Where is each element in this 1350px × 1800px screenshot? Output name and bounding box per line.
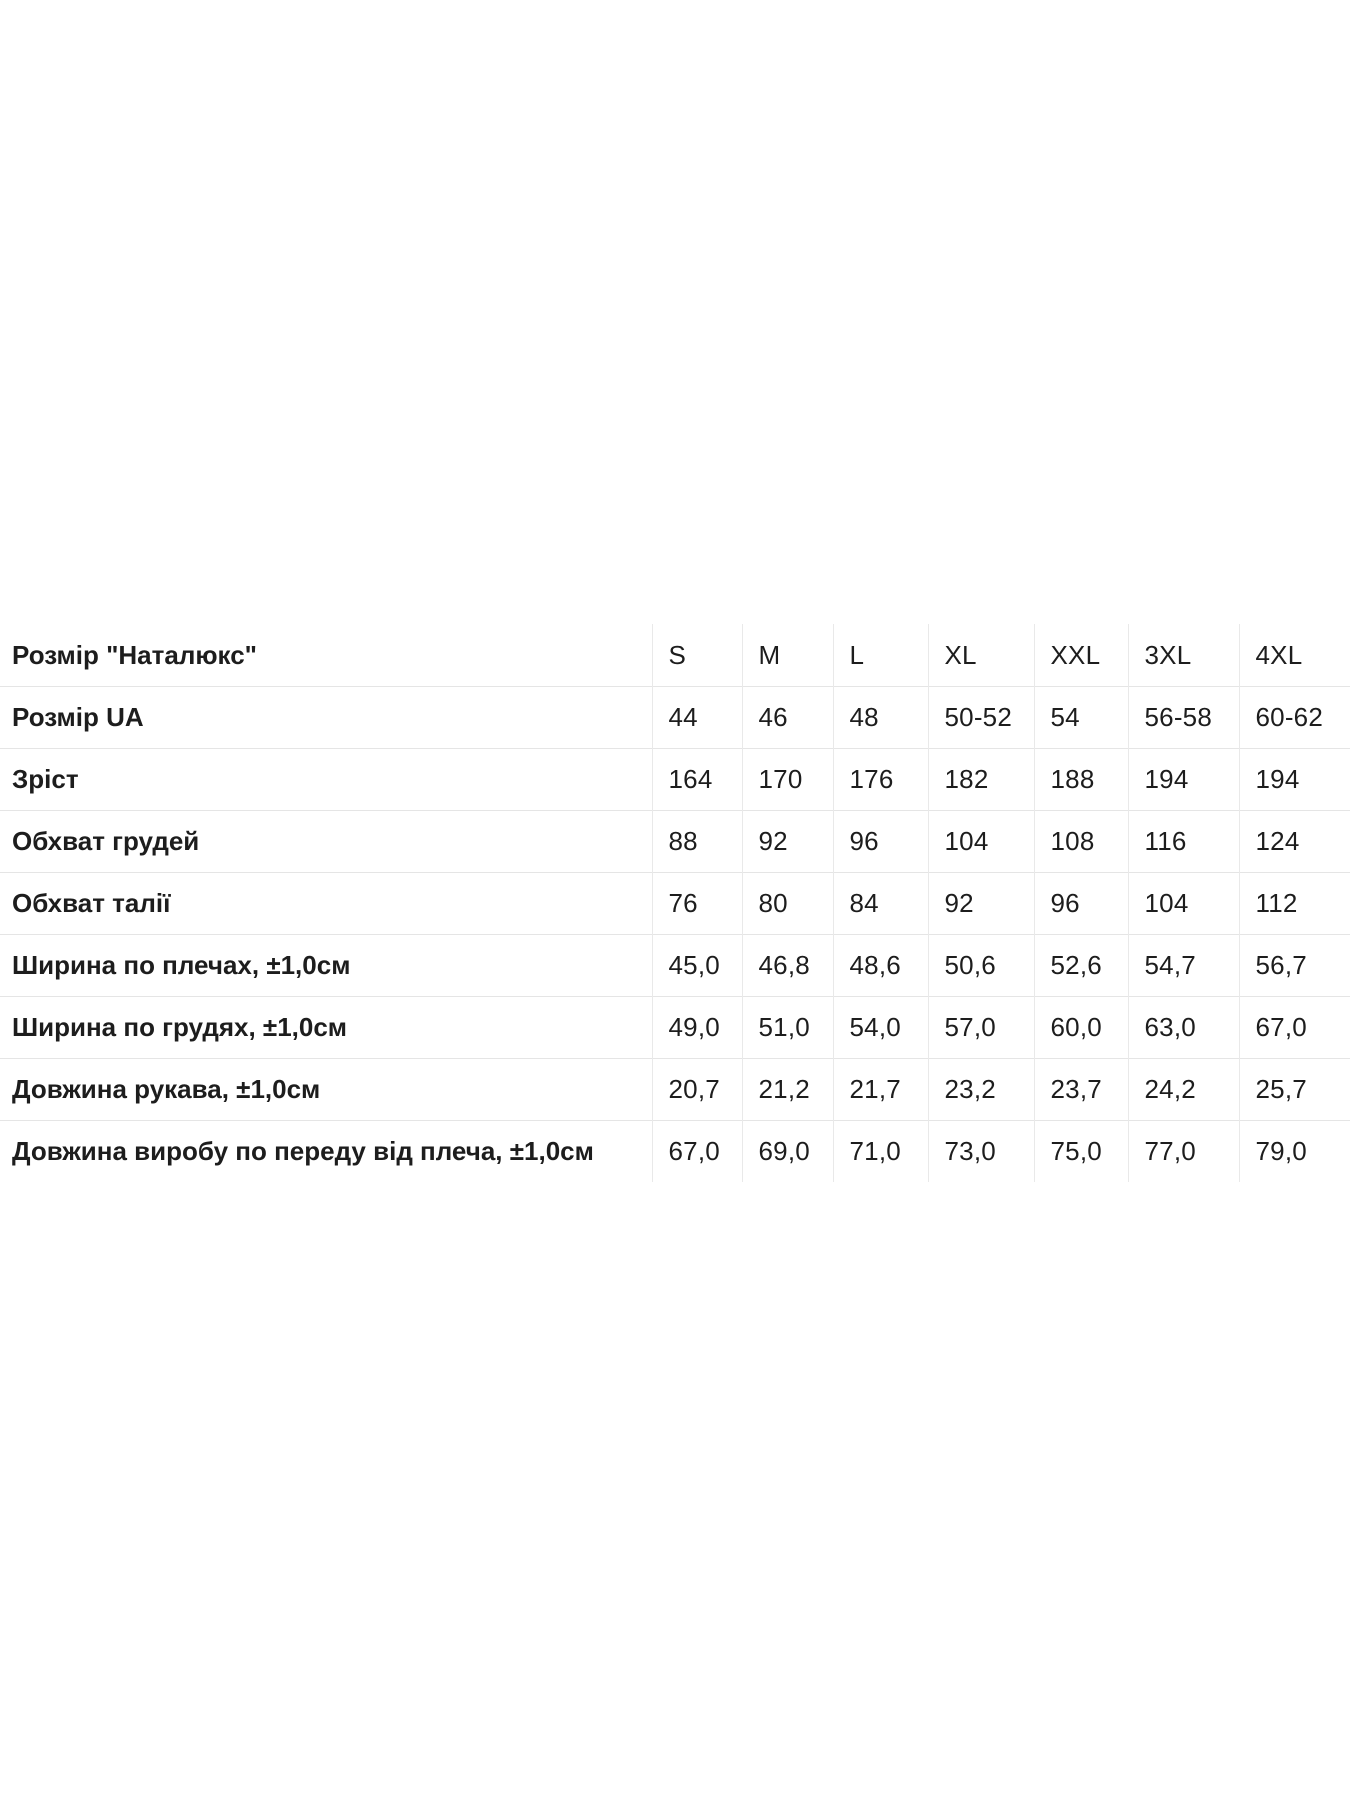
value-cell: 182 [928, 749, 1034, 811]
value-cell: 49,0 [652, 997, 742, 1059]
size-chart-section [0, 624, 1350, 1182]
size-table-body [0, 624, 1350, 1182]
value-cell: 60-62 [1239, 687, 1350, 749]
row-label: Довжина рукава, ±1,0см [0, 1059, 652, 1121]
value-cell: 54,7 [1128, 935, 1239, 997]
value-cell: 21,2 [742, 1059, 833, 1121]
table-row [0, 935, 1350, 997]
table-row [0, 811, 1350, 873]
value-cell: 63,0 [1128, 997, 1239, 1059]
value-cell: 116 [1128, 811, 1239, 873]
value-cell: 77,0 [1128, 1121, 1239, 1183]
row-label: Обхват грудей [0, 811, 652, 873]
value-cell: 23,2 [928, 1059, 1034, 1121]
value-cell: 67,0 [652, 1121, 742, 1183]
value-cell: 21,7 [833, 1059, 928, 1121]
value-cell: 73,0 [928, 1121, 1034, 1183]
value-cell: 170 [742, 749, 833, 811]
value-cell: 20,7 [652, 1059, 742, 1121]
value-cell: 112 [1239, 873, 1350, 935]
value-cell: 88 [652, 811, 742, 873]
value-cell: 54 [1034, 687, 1128, 749]
value-cell: 48,6 [833, 935, 928, 997]
value-cell: 188 [1034, 749, 1128, 811]
value-cell: 124 [1239, 811, 1350, 873]
value-cell: 67,0 [1239, 997, 1350, 1059]
value-cell: 194 [1128, 749, 1239, 811]
row-label: Зріст [0, 749, 652, 811]
value-cell: 50,6 [928, 935, 1034, 997]
table-row [0, 749, 1350, 811]
value-cell: 50-52 [928, 687, 1034, 749]
value-cell: 194 [1239, 749, 1350, 811]
value-cell: 56-58 [1128, 687, 1239, 749]
row-label: Довжина виробу по переду від плеча, ±1,0см [0, 1121, 652, 1183]
value-cell: 24,2 [1128, 1059, 1239, 1121]
value-cell: 48 [833, 687, 928, 749]
value-cell: 25,7 [1239, 1059, 1350, 1121]
value-cell: 23,7 [1034, 1059, 1128, 1121]
value-cell: 176 [833, 749, 928, 811]
size-header-cell: M [742, 624, 833, 687]
value-cell: 45,0 [652, 935, 742, 997]
value-cell: 96 [1034, 873, 1128, 935]
value-cell: 84 [833, 873, 928, 935]
value-cell: 46 [742, 687, 833, 749]
size-header-cell: L [833, 624, 928, 687]
value-cell: 92 [742, 811, 833, 873]
value-cell: 52,6 [1034, 935, 1128, 997]
value-cell: 104 [928, 811, 1034, 873]
value-cell: 96 [833, 811, 928, 873]
row-label: Розмір UA [0, 687, 652, 749]
value-cell: 79,0 [1239, 1121, 1350, 1183]
row-label: Ширина по грудях, ±1,0см [0, 997, 652, 1059]
size-header-cell: S [652, 624, 742, 687]
value-cell: 80 [742, 873, 833, 935]
value-cell: 69,0 [742, 1121, 833, 1183]
row-label: Обхват талії [0, 873, 652, 935]
table-row [0, 1121, 1350, 1183]
value-cell: 44 [652, 687, 742, 749]
value-cell: 104 [1128, 873, 1239, 935]
value-cell: 46,8 [742, 935, 833, 997]
size-header-cell: XL [928, 624, 1034, 687]
table-row [0, 997, 1350, 1059]
header-row [0, 624, 1350, 687]
size-header-cell: 4XL [1239, 624, 1350, 687]
table-row [0, 687, 1350, 749]
row-label: Ширина по плечах, ±1,0см [0, 935, 652, 997]
value-cell: 76 [652, 873, 742, 935]
value-cell: 71,0 [833, 1121, 928, 1183]
value-cell: 108 [1034, 811, 1128, 873]
value-cell: 54,0 [833, 997, 928, 1059]
size-table [0, 624, 1350, 1182]
table-row [0, 873, 1350, 935]
size-header-cell: 3XL [1128, 624, 1239, 687]
value-cell: 57,0 [928, 997, 1034, 1059]
size-header-cell: XXL [1034, 624, 1128, 687]
value-cell: 51,0 [742, 997, 833, 1059]
value-cell: 75,0 [1034, 1121, 1128, 1183]
value-cell: 60,0 [1034, 997, 1128, 1059]
value-cell: 164 [652, 749, 742, 811]
value-cell: 56,7 [1239, 935, 1350, 997]
table-title-cell: Розмір "Наталюкс" [12, 639, 258, 670]
table-row [0, 1059, 1350, 1121]
value-cell: 92 [928, 873, 1034, 935]
